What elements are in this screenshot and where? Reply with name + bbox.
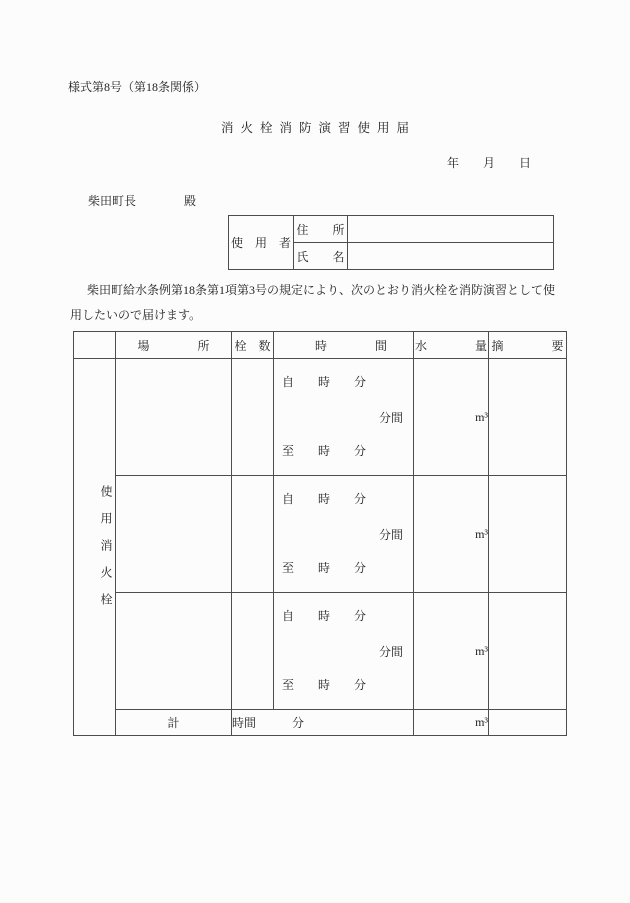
count-header: 栓 数 — [232, 332, 274, 359]
count-cell — [232, 593, 274, 710]
form-number: 様式第8号（第18条関係） — [68, 80, 207, 94]
place-cell — [116, 593, 232, 710]
time-to: 至 時 分 — [282, 561, 367, 575]
address-value-cell — [348, 216, 554, 243]
body-text: 柴田町給水条例第18条第1項第3号の規定により、次のとおり消火栓を消防演習として使用したいので届けます。 — [70, 283, 556, 322]
place-cell — [116, 359, 232, 476]
total-time-cell: 時間 分 — [232, 710, 414, 736]
name-label: 氏 名 — [294, 243, 348, 270]
time-from: 自 時 分 — [282, 609, 367, 623]
time-to: 至 時 分 — [282, 444, 367, 458]
time-wrap — [274, 492, 413, 575]
remarks-cell — [489, 476, 567, 593]
volume-cell: m³ — [414, 593, 489, 710]
document-title: 消火栓消防演習使用届 — [220, 121, 416, 135]
total-volume-cell: m³ — [414, 710, 489, 736]
date-line: 年 月 日 — [447, 156, 532, 170]
total-label: 計 — [116, 710, 232, 736]
time-from: 自 時 分 — [282, 492, 367, 506]
applicant-role-label: 使 用 者 — [229, 216, 294, 270]
addressee: 柴田町長 殿 — [88, 194, 197, 208]
time-cell — [274, 593, 414, 710]
time-to: 至 時 分 — [282, 678, 367, 692]
remarks-cell — [489, 593, 567, 710]
time-header: 時 間 — [274, 332, 414, 359]
address-label: 住 所 — [294, 216, 348, 243]
place-cell — [116, 476, 232, 593]
volume-cell: m³ — [414, 476, 489, 593]
applicant-table — [228, 215, 554, 270]
volume-header: 水 量 — [414, 332, 489, 359]
time-wrap — [274, 375, 413, 458]
duration-label: 分間 — [378, 644, 403, 659]
usage-table — [73, 331, 567, 736]
count-cell — [232, 476, 274, 593]
volume-cell: m³ — [414, 359, 489, 476]
total-remarks-cell — [489, 710, 567, 736]
name-value-cell — [348, 243, 554, 270]
place-header: 場 所 — [116, 332, 232, 359]
duration-label: 分間 — [378, 410, 403, 425]
remarks-header: 摘 要 — [489, 332, 567, 359]
count-cell — [232, 359, 274, 476]
usage-corner-header — [74, 332, 116, 359]
duration-label: 分間 — [378, 527, 403, 542]
remarks-cell — [489, 359, 567, 476]
hydrant-vertical-label: 使用消火栓 — [74, 359, 116, 736]
time-from: 自 時 分 — [282, 375, 367, 389]
time-wrap — [274, 609, 413, 692]
